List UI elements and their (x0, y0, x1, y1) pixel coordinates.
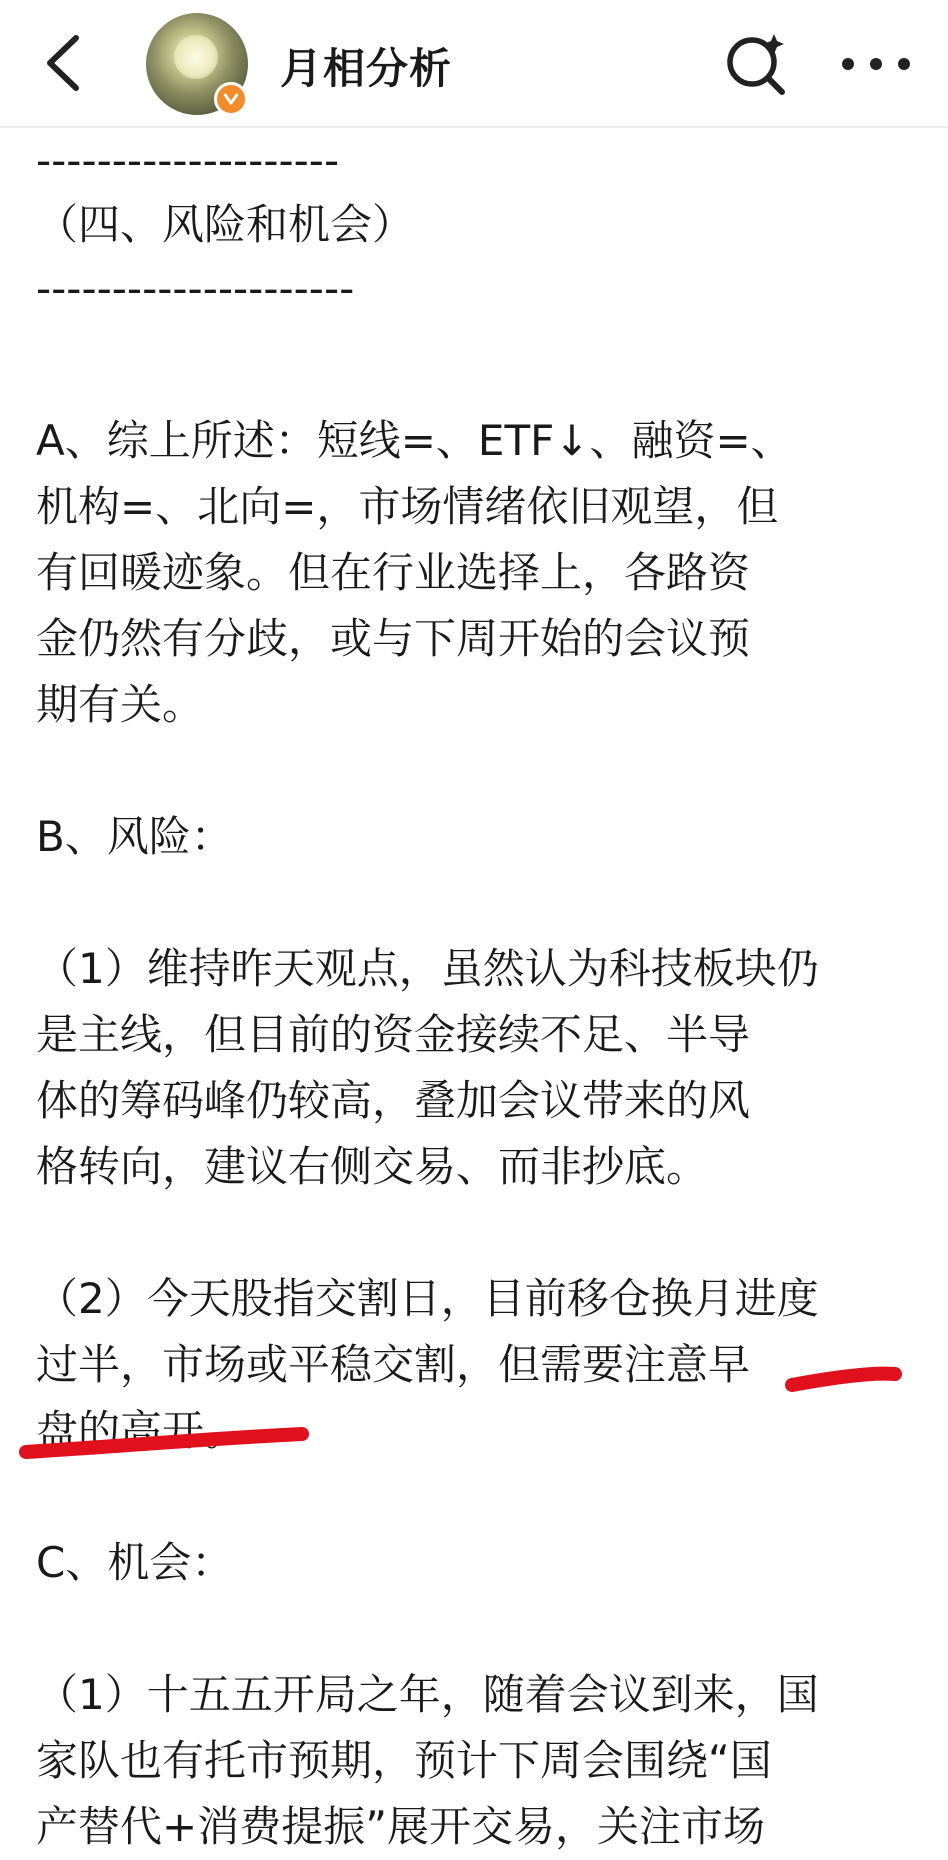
paragraph-b1 (36, 936, 916, 1200)
text-line: 期有关。 (36, 680, 205, 729)
back-icon[interactable] (36, 28, 96, 98)
divider: -------------------- (36, 136, 340, 185)
paragraph-b2 (36, 1266, 916, 1464)
text-line: （1）十五五开局之年，随着会议到来，国 (36, 1670, 819, 1719)
paragraph-a (36, 408, 916, 738)
more-dots-icon[interactable] (836, 40, 916, 88)
heading-opportunity: C、机会： (36, 1538, 234, 1587)
text-line: （2）今天股指交割日，目前移仓换月进度 (36, 1274, 819, 1323)
text-line: 机构=、北向=，市场情绪依旧观望，但 (36, 482, 779, 531)
text-line: 格转向，建议右侧交易、而非抄底。 (36, 1142, 709, 1191)
search-icon[interactable] (722, 30, 790, 98)
text-line: A、综上所述：短线=、ETF↓、融资=、 (36, 416, 793, 465)
page-title: 月相分析 (280, 44, 453, 93)
text-line: 有回暖迹象。但在行业选择上，各路资 (36, 548, 751, 597)
divider: --------------------- (36, 264, 355, 313)
text-line: 过半，市场或平稳交割，但需要注意早 (36, 1340, 751, 1389)
article-body (36, 130, 916, 1860)
text-line: 是主线，但目前的资金接续不足、半导 (36, 1010, 751, 1059)
text-line: 体的筹码峰仍较高，叠加会议带来的风 (36, 1076, 751, 1125)
text-line: （1）维持昨天观点，虽然认为科技板块仍 (36, 944, 819, 993)
text-line: 盘的高开。 (36, 1406, 247, 1455)
text-line: 家队也有托市预期，预计下周会围绕“国 (36, 1736, 772, 1785)
heading-risk: B、风险： (36, 812, 233, 861)
section-title: （四、风险和机会） (36, 200, 415, 249)
text-line: 产替代+消费提振”展开交易，关注市场 (36, 1802, 765, 1851)
text-line: 金仍然有分歧，或与下周开始的会议预 (36, 614, 751, 663)
moon-image (174, 35, 218, 79)
verified-badge-icon (214, 82, 248, 116)
paragraph-c1 (36, 1662, 916, 1860)
top-bar (0, 0, 948, 128)
